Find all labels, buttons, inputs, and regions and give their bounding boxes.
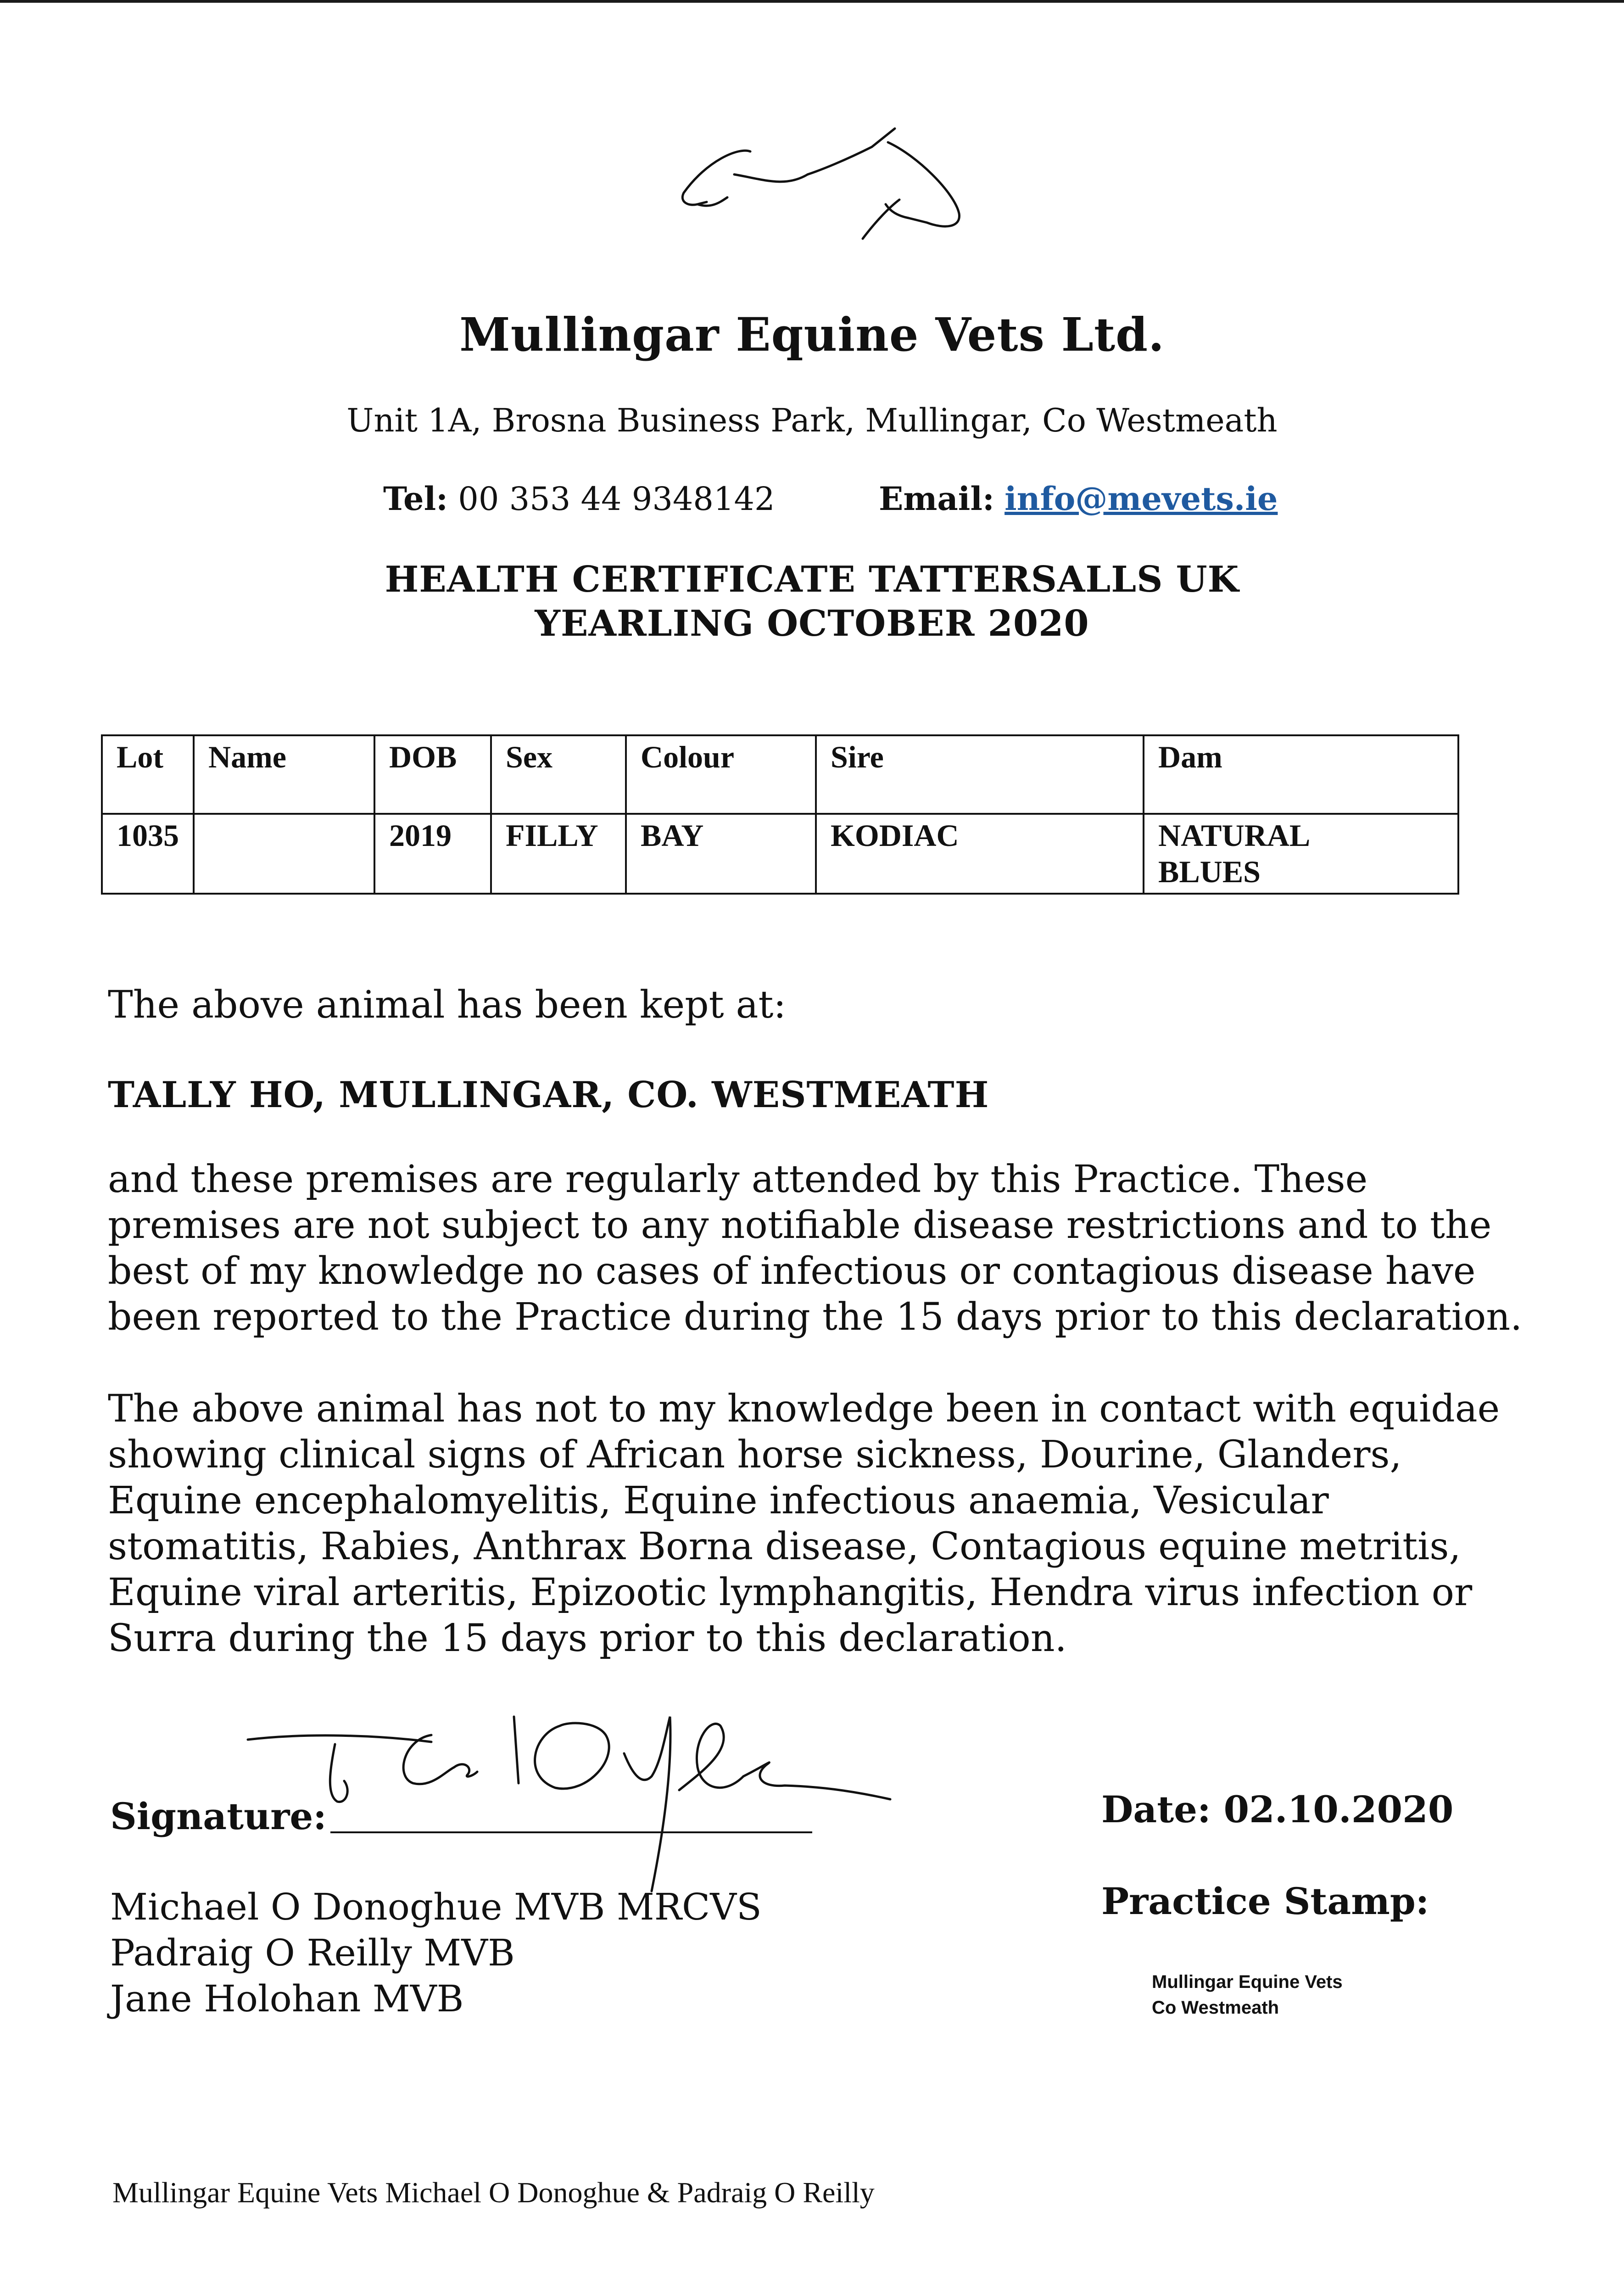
header-sex: Sex (491, 735, 626, 814)
vet-name: Padraig O Reilly MVB (110, 1931, 515, 1974)
company-address: Unit 1A, Brosna Business Park, Mullingar, Co Westmeath (346, 402, 1278, 439)
horse-details-table (101, 734, 1459, 895)
telephone (383, 480, 775, 518)
dam-line1: NATURAL (1158, 818, 1311, 853)
scan-edge (0, 0, 1624, 3)
cell-dam (1144, 814, 1458, 894)
vets-list (110, 1884, 762, 2022)
cell-lot: 1035 (102, 814, 194, 894)
practice-stamp-label: Practice Stamp: (1101, 1880, 1429, 1923)
practice-stamp (1152, 1969, 1343, 2021)
cell-sex: FILLY (491, 814, 626, 894)
header-dam: Dam (1144, 735, 1458, 814)
tel-value: 00 353 44 9348142 (458, 480, 775, 518)
vet-name: Michael O Donoghue MVB MRCVS (110, 1886, 762, 1928)
certificate-title-line1: HEALTH CERTIFICATE TATTERSALLS UK (385, 559, 1239, 600)
header-dob: DOB (374, 735, 491, 814)
tel-label: Tel: (383, 480, 448, 518)
table-row (102, 814, 1458, 894)
date-value: 02.10.2020 (1223, 1788, 1454, 1831)
email (879, 480, 1278, 518)
certificate-title-line2: YEARLING OCTOBER 2020 (535, 603, 1089, 644)
company-name: Mullingar Equine Vets Ltd. (459, 308, 1165, 362)
header-name: Name (194, 735, 374, 814)
table-header-row (102, 735, 1458, 814)
footer-text: Mullingar Equine Vets Michael O Donoghue & Padraig O Reilly (112, 2176, 875, 2209)
header-lot: Lot (102, 735, 194, 814)
date-label: Date: (1101, 1788, 1211, 1831)
vet-name: Jane Holohan MVB (110, 1977, 464, 2020)
horse-heads-logo-icon (670, 124, 973, 243)
certificate-title (0, 558, 1624, 646)
cell-colour: BAY (626, 814, 816, 894)
email-label: Email: (879, 480, 994, 518)
premises-address: TALLY HO, MULLINGAR, CO. WESTMEATH (108, 1074, 989, 1116)
cell-sire: KODIAC (816, 814, 1144, 894)
declaration-paragraph-2: The above animal has not to my knowledge been in contact with equidae showing clinical signs of African horse sickness, Dourine, Glanders, Equine encephalomyelitis, Equine infectious anaemia, Vesicular stomatitis, Rabies, Anthrax Borna disease, Contagious equine metritis, Equine viral arteritis, Epizootic lymphangitis, Hendra virus infection or Surra during the 15 days prior to this declaration. (108, 1387, 1500, 1660)
cell-name (194, 814, 374, 894)
date (1101, 1788, 1453, 1831)
dam-line2: BLUES (1158, 854, 1261, 889)
signature-label: Signature: (110, 1795, 327, 1838)
kept-at-intro: The above animal has been kept at: (108, 983, 787, 1027)
header-sire: Sire (816, 735, 1144, 814)
handwritten-signature (239, 1707, 918, 1900)
cell-dob: 2019 (374, 814, 491, 894)
email-link[interactable]: info@mevets.ie (1005, 480, 1278, 518)
header-colour: Colour (626, 735, 816, 814)
stamp-line2: Co Westmeath (1152, 1998, 1279, 2018)
declaration-paragraph-1: and these premises are regularly attended by this Practice. These premises are not subject to any notifiable disease restrictions and to the best of my knowledge no cases of infectious or contagious disease have been reported to the Practice during the 15 days prior to this declaration. (108, 1158, 1523, 1339)
stamp-line1: Mullingar Equine Vets (1152, 1972, 1343, 1992)
